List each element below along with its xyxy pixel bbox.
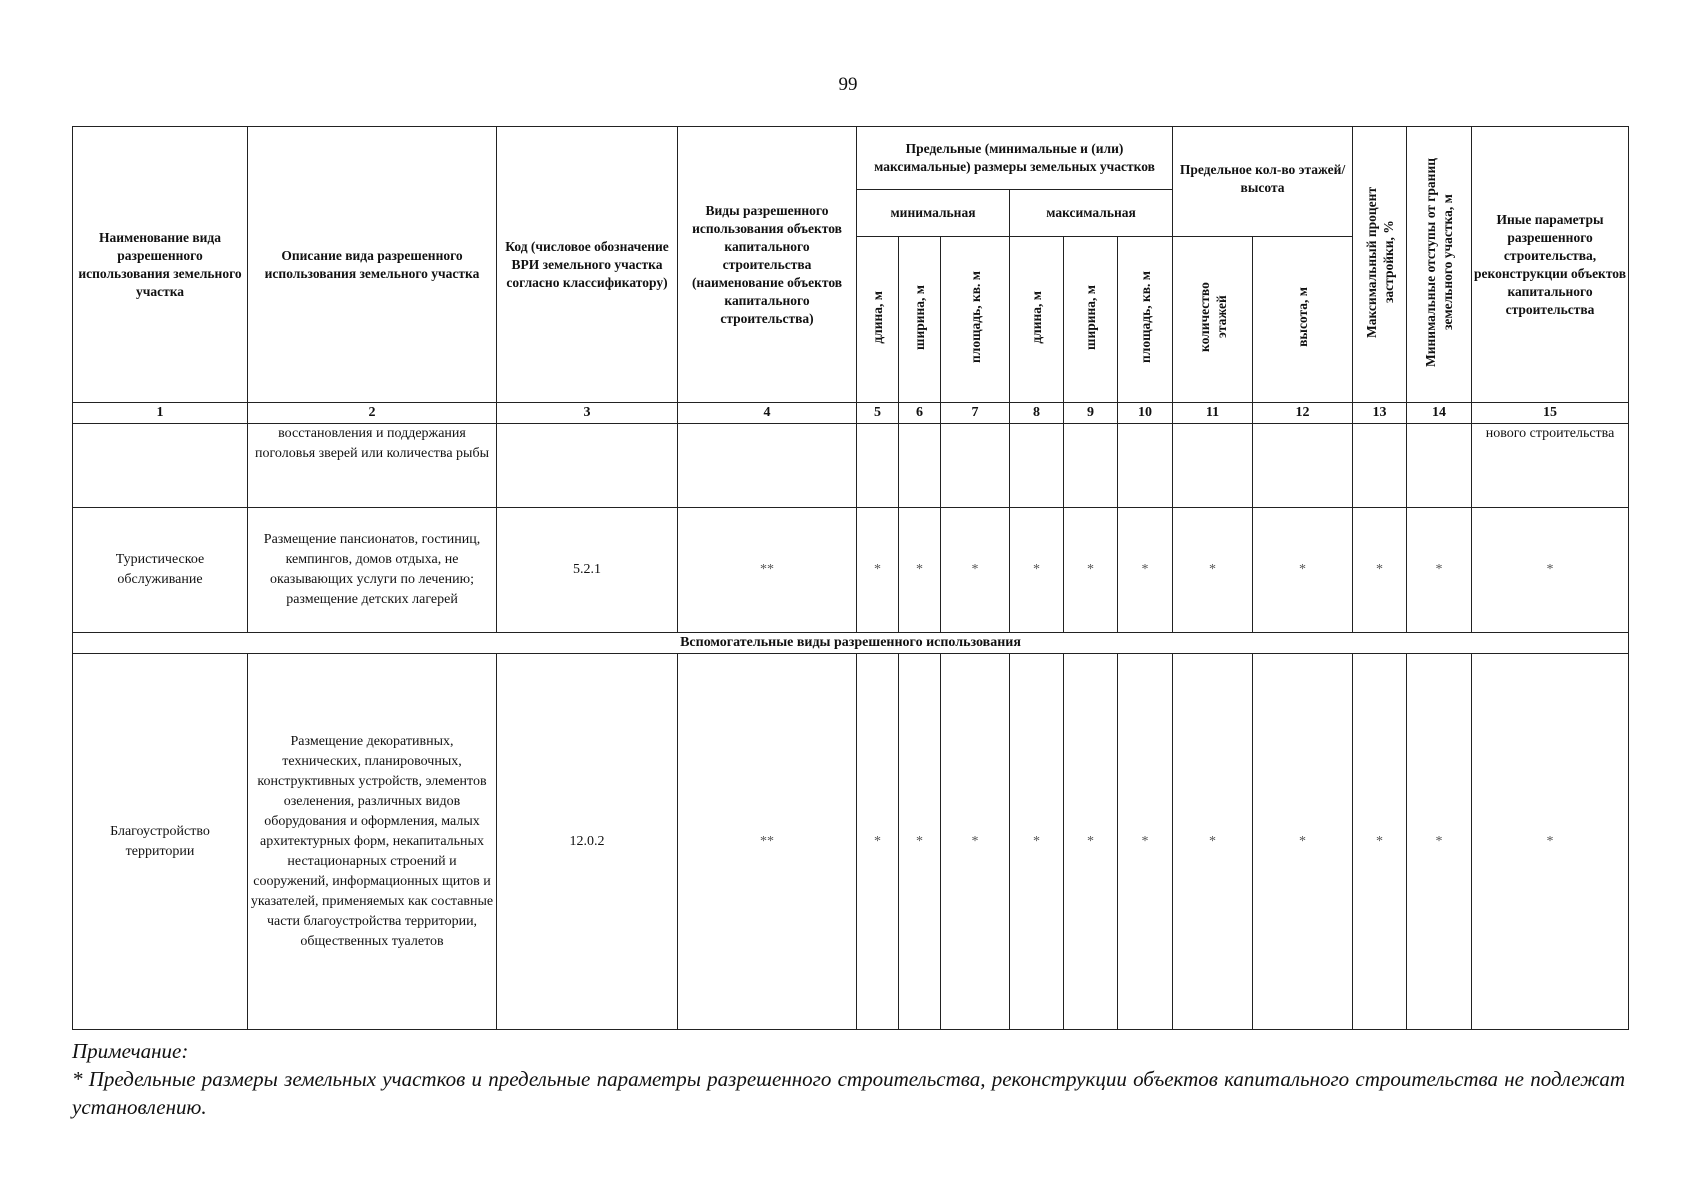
cell-value: * [899, 654, 941, 1030]
column-number: 8 [1010, 403, 1064, 424]
cell-description: восстановления и поддержания поголовья зверей или количества рыбы [248, 424, 497, 508]
land-use-table [72, 126, 1629, 1030]
cell-value: * [1064, 508, 1118, 633]
cell-code: 5.2.1 [497, 508, 678, 633]
cell-description: Размещение декоративных, технических, планировочных, конструктивных устройств, элементов озеленения, различных видов оборудования и оформления, малых архитектурных форм, некапитальных нестационарных строений и сооружений, информационных щитов и указателей, применяемых как составные части благоустройства территории, общественных туалетов [248, 654, 497, 1030]
header-min-width-text: ширина, м [912, 284, 927, 350]
cell-value: * [1407, 654, 1472, 1030]
cell-oks: ** [678, 508, 857, 633]
cell-value: * [899, 508, 941, 633]
table-row [73, 424, 1629, 508]
cell-value: * [1173, 654, 1253, 1030]
column-number: 3 [497, 403, 678, 424]
column-number: 7 [941, 403, 1010, 424]
header-max-length-text: длина, м [1029, 290, 1044, 344]
cell-value: * [1118, 654, 1173, 1030]
cell-value: * [1010, 654, 1064, 1030]
header-oks-types: Виды разрешенного использования объектов капитального строительства (наименование объектов капитального строительства) [678, 127, 857, 403]
cell-use-name [73, 424, 248, 508]
cell-value: * [857, 508, 899, 633]
cell-value: * [1253, 508, 1353, 633]
header-min-setback-text: Минимальные отступы от границ земельного участка, м [1423, 157, 1456, 367]
column-number: 13 [1353, 403, 1407, 424]
cell-value: * [1064, 654, 1118, 1030]
column-number: 4 [678, 403, 857, 424]
cell-use-name: Туристическое обслуживание [73, 508, 248, 633]
header-max-area [1118, 237, 1173, 403]
header-plot-sizes: Предельные (минимальные и (или) максимальные) размеры земельных участков [857, 127, 1173, 190]
column-numbers-row [73, 403, 1629, 424]
cell-value: * [941, 654, 1010, 1030]
note-text: * Предельные размеры земельных участков и предельные параметры разрешенного строительства, реконструкции объектов капитального строительства не подлежат установлению. [72, 1067, 1625, 1119]
header-minimal: минимальная [857, 190, 1010, 237]
header-min-area [941, 237, 1010, 403]
header-code: Код (числовое обозначение ВРИ земельного участка согласно классификатору) [497, 127, 678, 403]
header-use-name: Наименование вида разрешенного использования земельного участка [73, 127, 248, 403]
cell-value [1118, 424, 1173, 508]
cell-value [1353, 424, 1407, 508]
column-number: 9 [1064, 403, 1118, 424]
cell-value: * [1407, 508, 1472, 633]
section-row [73, 633, 1629, 654]
cell-value [1253, 424, 1353, 508]
cell-use-name: Благоустройство территории [73, 654, 248, 1030]
header-floors-height: Предельное кол-во этажей/высота [1173, 127, 1353, 237]
header-max-width [1064, 237, 1118, 403]
cell-description: Размещение пансионатов, гостиниц, кемпингов, домов отдыха, не оказывающих услуги по лечению; размещение детских лагерей [248, 508, 497, 633]
land-use-table-wrapper [72, 126, 1629, 1030]
column-number: 5 [857, 403, 899, 424]
header-height-text: высота, м [1295, 287, 1311, 347]
cell-value: * [941, 508, 1010, 633]
cell-value [941, 424, 1010, 508]
cell-oks: ** [678, 654, 857, 1030]
header-min-length [857, 237, 899, 403]
column-number: 11 [1173, 403, 1253, 424]
cell-value: * [1118, 508, 1173, 633]
header-height [1253, 237, 1353, 403]
header-min-area-text: площадь, кв. м [967, 271, 983, 363]
cell-value [1064, 424, 1118, 508]
cell-value [1407, 424, 1472, 508]
header-other-params: Иные параметры разрешенного строительства, реконструкции объектов капитального строительства [1472, 127, 1629, 403]
cell-value: * [1173, 508, 1253, 633]
cell-value [1010, 424, 1064, 508]
column-number: 15 [1472, 403, 1629, 424]
cell-value [899, 424, 941, 508]
header-max-length [1010, 237, 1064, 403]
header-floors-count-text: количество этажей [1196, 282, 1229, 352]
cell-other: * [1472, 654, 1629, 1030]
table-row [73, 508, 1629, 633]
column-number: 1 [73, 403, 248, 424]
header-description: Описание вида разрешенного использования земельного участка [248, 127, 497, 403]
header-max-percent [1353, 127, 1407, 403]
note-block [72, 1037, 1625, 1121]
header-max-percent-text: Максимальный процент застройки, % [1363, 186, 1396, 338]
cell-value: * [1253, 654, 1353, 1030]
cell-oks [678, 424, 857, 508]
column-number: 6 [899, 403, 941, 424]
cell-other: нового строительства [1472, 424, 1629, 508]
cell-value [1173, 424, 1253, 508]
section-title: Вспомогательные виды разрешенного использования [73, 633, 1629, 654]
column-number: 10 [1118, 403, 1173, 424]
header-min-setback [1407, 127, 1472, 403]
cell-value: * [857, 654, 899, 1030]
cell-code: 12.0.2 [497, 654, 678, 1030]
cell-other: * [1472, 508, 1629, 633]
cell-value: * [1353, 508, 1407, 633]
header-maximal: максимальная [1010, 190, 1173, 237]
header-floors-count [1173, 237, 1253, 403]
page-number: 99 [838, 74, 858, 95]
table-row [73, 654, 1629, 1030]
header-max-width-text: ширина, м [1083, 284, 1098, 350]
header-max-area-text: площадь, кв. м [1137, 271, 1153, 363]
header-min-width [899, 237, 941, 403]
cell-code [497, 424, 678, 508]
cell-value: * [1353, 654, 1407, 1030]
header-min-length-text: длина, м [870, 290, 885, 344]
cell-value: * [1010, 508, 1064, 633]
cell-value [857, 424, 899, 508]
column-number: 14 [1407, 403, 1472, 424]
column-number: 2 [248, 403, 497, 424]
note-title: Примечание: [72, 1039, 189, 1063]
column-number: 12 [1253, 403, 1353, 424]
